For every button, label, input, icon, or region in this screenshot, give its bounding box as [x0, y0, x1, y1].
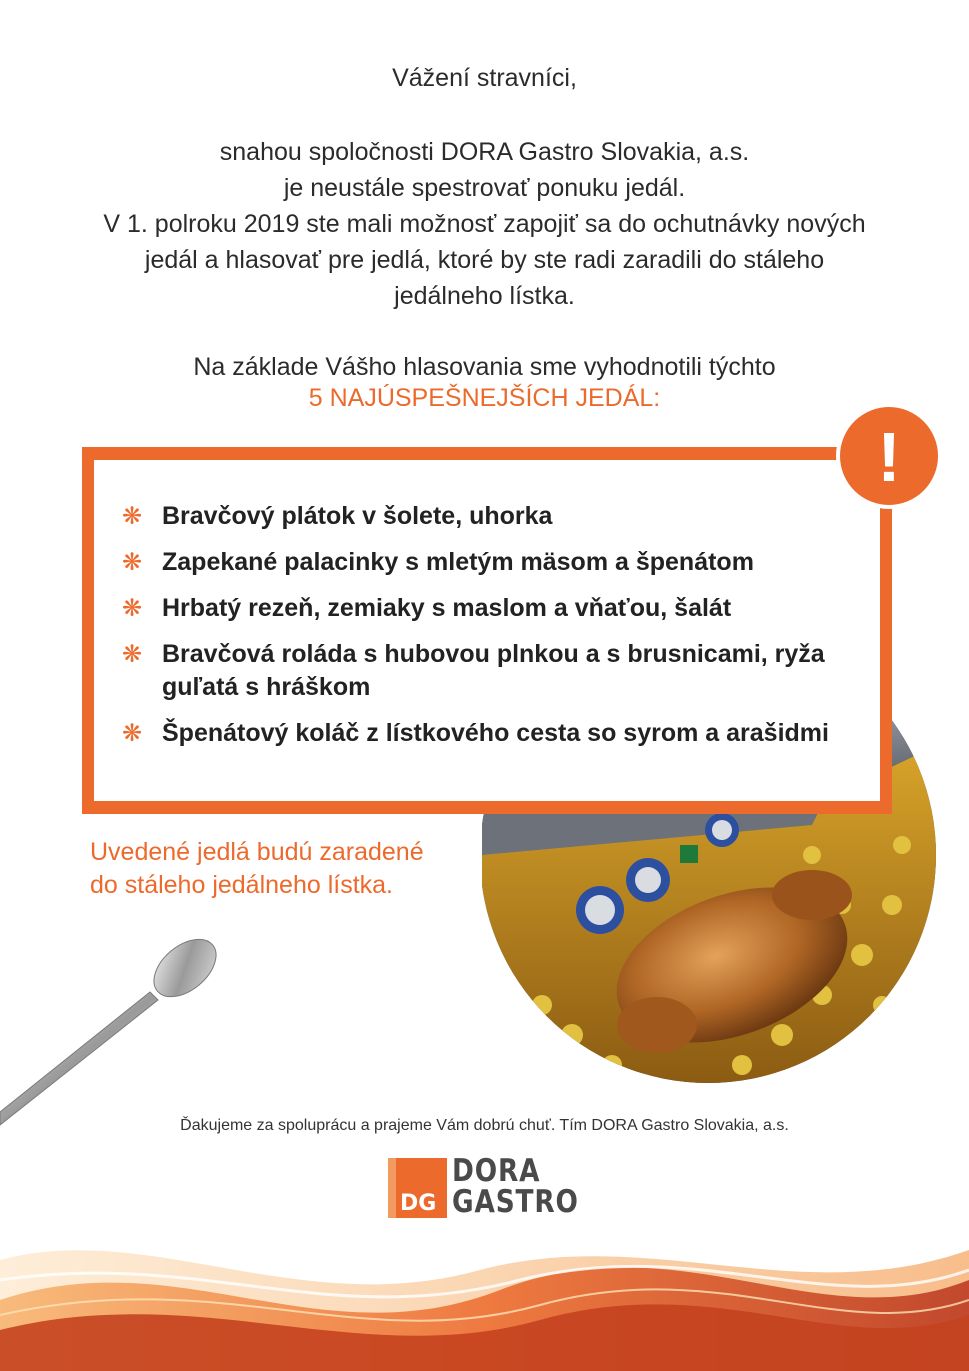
- dish-name: Zapekané palacinky s mletým mäsom a špenátom: [162, 548, 754, 576]
- basis-text: Na základe Vášho hlasovania sme vyhodnotili týchto: [193, 353, 776, 381]
- dish-name: Hrbatý rezeň, zemiaky s maslom a vňaťou, šalát: [162, 594, 732, 622]
- asterisk-bullet-icon: ❋: [122, 720, 143, 747]
- headline: 5 NAJÚSPEŠNEJŠÍCH JEDÁL:: [308, 384, 661, 412]
- orange-wave-decoration: [0, 1220, 969, 1371]
- logo-line: DORA: [452, 1153, 541, 1189]
- list-item: [122, 717, 870, 750]
- logo-wordmark: [452, 1153, 579, 1220]
- logo-line: GASTRO: [452, 1184, 579, 1220]
- top-dishes-list: [122, 500, 870, 763]
- note-line: do stáleho jedálneho lístka.: [90, 871, 393, 899]
- note-line: Uvedené jedlá budú zaradené: [90, 838, 424, 866]
- list-item: [122, 638, 870, 704]
- asterisk-bullet-icon: ❋: [122, 503, 143, 530]
- spoon-illustration: [0, 930, 230, 1130]
- logo-mark-text: DG: [400, 1191, 437, 1216]
- thanks-text: Ďakujeme za spoluprácu a prajeme Vám dobrú chuť. Tím DORA Gastro Slovakia, a.s.: [180, 1117, 789, 1134]
- asterisk-bullet-icon: ❋: [122, 595, 143, 622]
- intro-paragraph: [0, 134, 969, 314]
- dish-name: Bravčová roláda s hubovou plnkou a s brusnicami, ryža guľatá s hráškom: [162, 640, 825, 701]
- top-dishes-box: [82, 447, 892, 814]
- list-item: [122, 546, 870, 579]
- exclamation-icon: !: [836, 403, 942, 509]
- note-text: [90, 836, 490, 902]
- intro-line: V 1. polroku 2019 ste mali možnosť zapojiť sa do ochutnávky nových: [103, 210, 866, 238]
- intro-line: je neustále spestrovať ponuku jedál.: [283, 174, 686, 202]
- basis-paragraph: [0, 352, 969, 414]
- intro-line: jedál a hlasovať pre jedlá, ktoré by ste radi zaradili do stáleho: [144, 246, 825, 274]
- dish-name: Špenátový koláč z lístkového cesta so syrom a arašidmi: [162, 719, 829, 747]
- intro-line: jedálneho lístka.: [394, 282, 575, 310]
- list-item: [122, 500, 870, 533]
- greeting: Vážení stravníci,: [392, 64, 577, 92]
- intro-line: snahou spoločnosti DORA Gastro Slovakia, a.s.: [219, 138, 750, 166]
- list-item: [122, 592, 870, 625]
- asterisk-bullet-icon: ❋: [122, 549, 143, 576]
- dish-name: Bravčový plátok v šolete, uhorka: [162, 502, 553, 530]
- dg-logo-icon: [388, 1158, 447, 1218]
- asterisk-bullet-icon: ❋: [122, 641, 143, 668]
